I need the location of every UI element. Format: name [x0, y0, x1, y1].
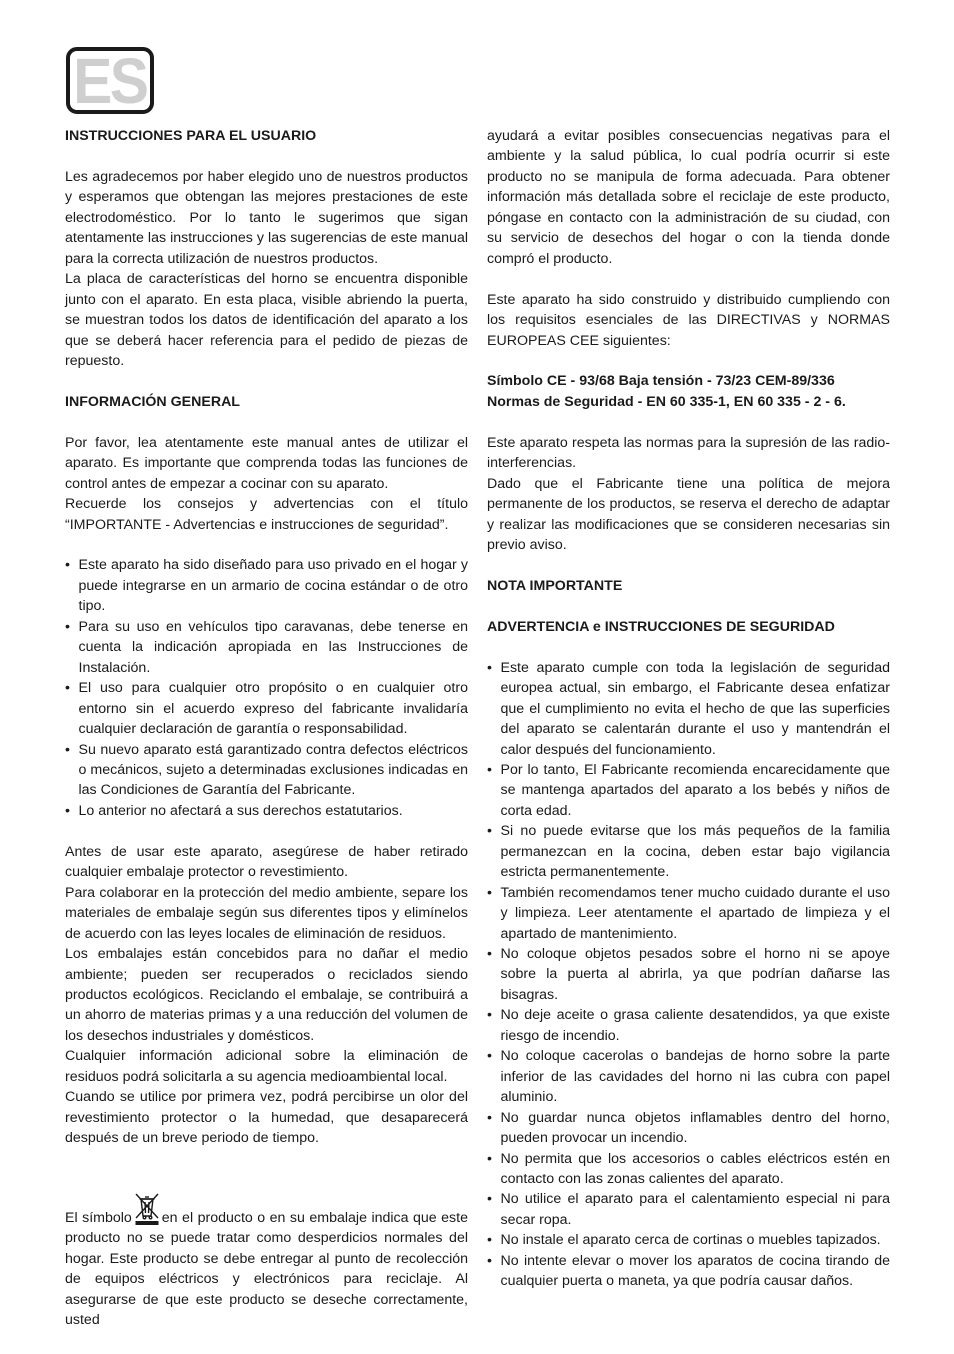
- left-column: [65, 126, 468, 1331]
- list-item: • No utilice el aparato para el calentamiento especial ni para secar ropa.: [487, 1189, 890, 1230]
- section-title-user-instructions: INSTRUCCIONES PARA EL USUARIO: [65, 128, 317, 144]
- paragraph-improvement-policy: Dado que el Fabricante tiene una política de mejora permanente de los productos, se reserva el derecho de adaptar y realizar las modificaciones que se consideren necesarias sin previo aviso.: [487, 475, 890, 554]
- paragraph-remember-advice: Recuerde los consejos y advertencias con el título “IMPORTANTE - Advertencias e instrucciones de seguridad”.: [65, 496, 468, 533]
- paragraph-weee-symbol: [65, 1192, 468, 1331]
- paragraph-packaging-eco: Los embalajes están concebidos para no dañar el medio ambiente; pueden ser recuperados o reciclados siendo productos ecológicos. Reciclando el embalaje, se contribuirá a un ahorro de materias primas y a una reducción del volumen de los desechos industriales y domésticos.: [65, 946, 468, 1044]
- paragraph-waste-info: Cualquier información adicional sobre la eliminación de residuos podrá solicitarla a su agencia medioambiental local.: [65, 1048, 468, 1085]
- section-title-important-note: NOTA IMPORTANTE: [487, 577, 623, 594]
- weee-text-before: El símbolo: [65, 1210, 132, 1227]
- paragraph-first-use-odor: Cuando se utilice por primera vez, podrá percibirse un olor del revestimiento protector o la humedad, que desaparecerá después de un breve periodo de tiempo.: [65, 1089, 468, 1147]
- paragraph-radio-interference: Este aparato respeta las normas para la supresión de las radio-interferencias.: [487, 434, 890, 472]
- list-item: • El uso para cualquier otro propósito o en cualquier otro entorno sin el acuerdo expreso del fabricante invalidaría cualquier declaración de garantía o responsabilidad.: [65, 678, 468, 739]
- list-item: • Este aparato cumple con toda la legislación de seguridad europea actual, sin embargo, el Fabricante desea enfatizar que el cumplimiento no evita el hecho de que las superficies del aparato se calentarán durante el uso y mantendrán el calor después del funcionamiento.: [487, 658, 890, 760]
- list-item: • No guardar nunca objetos inflamables dentro del horno, pueden provocar un incendio.: [487, 1108, 890, 1149]
- crossed-out-bin-icon: [134, 1192, 160, 1226]
- paragraph-remove-packaging: Antes de usar este aparato, asegúrese de haber retirado cualquier embalaje protector o revestimiento.: [65, 843, 468, 881]
- paragraph-environment: Para colaborar en la protección del medio ambiente, separe los materiales de embalaje según sus diferentes tipos y elimínelos de acuerdo con las leyes locales de eliminación de residuos.: [65, 884, 468, 942]
- list-item: • Para su uso en vehículos tipo caravanas, debe tenerse en cuenta la indicación apropiada en las Instrucciones de Instalación.: [65, 617, 468, 678]
- language-code: ES: [73, 44, 147, 117]
- paragraph-recycling: ayudará a evitar posibles consecuencias negativas para el ambiente y la salud pública, lo cual podría ocurrir si este producto no se manipula de forma adecuada. Para obtener información más detallada sobre el reciclaje de este producto, póngase en contacto con la administración de su ciudad, con su servicio de desechos del hogar o con la tienda donde compró el producto.: [487, 128, 890, 267]
- list-item: • Su nuevo aparato está garantizado contra defectos eléctricos o mecánicos, sujeto a determinadas exclusiones indicadas en las Condiciones de Garantía del Fabricante.: [65, 740, 468, 801]
- list-item: • No instale el aparato cerca de cortinas o muebles tapizados.: [487, 1230, 890, 1250]
- safety-bullet-list: [487, 658, 890, 1292]
- list-item: • Por lo tanto, El Fabricante recomienda encarecidamente que se mantenga apartados del aparato a los bebés y niños de corta edad.: [487, 760, 890, 821]
- list-item: • No deje aceite o grasa caliente desatendidos, ya que existe riesgo de incendio.: [487, 1005, 890, 1046]
- ce-symbol-line: Símbolo CE - 93/68 Baja tensión - 73/23 CEM-89/336: [487, 373, 835, 390]
- list-item: • No coloque cacerolas o bandejas de horno sobre la parte inferior de las cavidades del horno ni las cubra con papel aluminio.: [487, 1046, 890, 1107]
- weee-text-after: en el producto o en su embalaje indica que este producto no se puede tratar como desperdicios normales del hogar. Este producto se debe entregar al punto de recolección de equipos eléctricos y electrónicos para reciclaje. Al asegurarse de que este producto se deseche correctamente, usted: [65, 1210, 468, 1329]
- safety-norms-line: Normas de Seguridad - EN 60 335-1, EN 60 335 - 2 - 6.: [487, 393, 846, 410]
- section-title-general-info: INFORMACIÓN GENERAL: [65, 393, 240, 410]
- list-item: • Este aparato ha sido diseñado para uso privado en el hogar y puede integrarse en un armario de cocina estándar o de otro tipo.: [65, 555, 468, 616]
- right-column: [487, 126, 890, 1292]
- list-item: • No intente elevar o mover los aparatos de cocina tirando de cualquier puerta o maneta, ya que podría causar daños.: [487, 1251, 890, 1292]
- section-title-safety-warnings: ADVERTENCIA e INSTRUCCIONES DE SEGURIDAD: [487, 618, 835, 635]
- list-item: • Lo anterior no afectará a sus derechos estatutarios.: [65, 801, 468, 821]
- list-item: • Si no puede evitarse que los más pequeños de la familia permanezcan en la cocina, deben estar bajo vigilancia estricta permanentemente.: [487, 821, 890, 882]
- list-item: • No coloque objetos pesados sobre el horno ni se apoye sobre la puerta al abrirla, ya que podrían dañarse las bisagras.: [487, 944, 890, 1005]
- general-bullet-list: [65, 555, 468, 821]
- paragraph-read-manual: Por favor, lea atentamente este manual antes de utilizar el aparato. Es importante que comprenda todas las funciones de control antes de empezar a cocinar con su aparato.: [65, 434, 468, 492]
- language-badge: [66, 44, 154, 117]
- list-item: • No permita que los accesorios o cables eléctricos estén en contacto con las zonas calientes del aparato.: [487, 1149, 890, 1190]
- paragraph-thanks: Les agradecemos por haber elegido uno de nuestros productos y esperamos que obtengan las mejores prestaciones de este electrodoméstico. Por lo tanto le sugerimos que sigan atentamente las instrucciones y las sugerencias de este manual para la correcta utilización de nuestros productos.: [65, 168, 468, 267]
- list-item: • También recomendamos tener mucho cuidado durante el uso y limpieza. Leer atentamente el apartado de limpieza y el apartado de mantenimiento.: [487, 883, 890, 944]
- paragraph-directives: Este aparato ha sido construido y distribuido cumpliendo con los requisitos esenciales de las DIRECTIVAS y NORMAS EUROPEAS CEE siguientes:: [487, 291, 890, 349]
- paragraph-rating-plate: La placa de características del horno se encuentra disponible junto con el aparato. En esta placa, visible abriendo la puerta, se muestran todos los datos de identificación del aparato a los que se deberá hacer referencia para el pedido de piezas de repuesto.: [65, 271, 468, 369]
